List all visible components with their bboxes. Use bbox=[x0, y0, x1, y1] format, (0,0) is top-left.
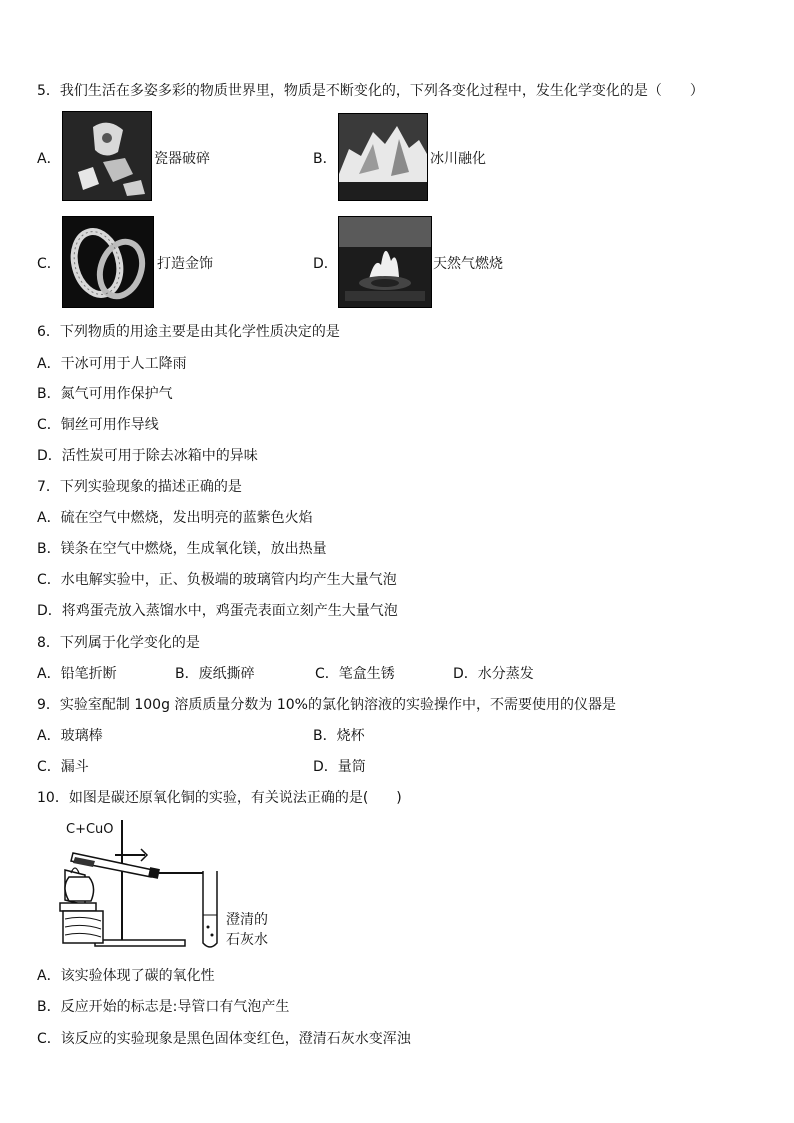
q5-option-c-caption: 打造金饰 bbox=[157, 256, 213, 272]
q10-option-b: B．反应开始的标志是:导管口有气泡产生 bbox=[37, 999, 290, 1015]
q6-option-a: A．干冰可用于人工降雨 bbox=[37, 356, 187, 372]
q7-stem: 7．下列实验现象的描述正确的是 bbox=[37, 479, 242, 495]
q9-option-c: C．漏斗 bbox=[37, 759, 89, 775]
q8-option-c: C．笔盒生锈 bbox=[315, 666, 395, 682]
q5-option-a-letter: A． bbox=[37, 151, 61, 167]
q8-option-a: A．铅笔折断 bbox=[37, 666, 117, 682]
q6-option-c: C．铜丝可用作导线 bbox=[37, 417, 159, 433]
q5-stem: 5．我们生活在多姿多彩的物质世界里，物质是不断变化的，下列各变化过程中，发生化学变化的是（ ） bbox=[37, 83, 704, 99]
limewater-label-line2: 石灰水 bbox=[226, 932, 268, 948]
q6-option-d: D．活性炭可用于除去冰箱中的异味 bbox=[37, 448, 258, 464]
q5-option-c-letter: C． bbox=[37, 256, 61, 272]
q8-stem: 8．下列属于化学变化的是 bbox=[37, 635, 200, 651]
q7-option-a: A．硫在空气中燃烧，发出明亮的蓝紫色火焰 bbox=[37, 510, 313, 526]
q9-option-d: D．量筒 bbox=[313, 759, 366, 775]
q5-option-d-caption: 天然气燃烧 bbox=[433, 256, 503, 272]
q9-stem: 9．实验室配制 100g 溶质质量分数为 10%的氯化钠溶液的实验操作中，不需要使用的仪器是 bbox=[37, 697, 616, 713]
q10-option-c: C．该反应的实验现象是黑色固体变红色，澄清石灰水变浑浊 bbox=[37, 1031, 411, 1047]
gold-rings-image bbox=[62, 216, 154, 308]
q6-option-b: B．氮气可用作保护气 bbox=[37, 386, 173, 402]
q9-option-b: B．烧杯 bbox=[313, 728, 365, 744]
reactant-label: C+CuO bbox=[66, 822, 114, 837]
gas-stove-flame-image bbox=[338, 216, 432, 308]
q5-option-b-caption: 冰川融化 bbox=[430, 151, 486, 167]
q5-option-a-caption: 瓷器破碎 bbox=[154, 151, 210, 167]
glacier-melting-image bbox=[338, 113, 428, 201]
q8-option-d: D．水分蒸发 bbox=[453, 666, 534, 682]
q7-option-c: C．水电解实验中，正、负极端的玻璃管内均产生大量气泡 bbox=[37, 572, 397, 588]
q10-stem: 10．如图是碳还原氧化铜的实验，有关说法正确的是( ) bbox=[37, 790, 402, 806]
q7-option-d: D．将鸡蛋壳放入蒸馏水中，鸡蛋壳表面立刻产生大量气泡 bbox=[37, 603, 398, 619]
q5-option-b-letter: B． bbox=[313, 151, 337, 167]
limewater-label-line1: 澄清的 bbox=[226, 912, 268, 928]
q5-option-d-letter: D． bbox=[313, 256, 338, 272]
q6-stem: 6．下列物质的用途主要是由其化学性质决定的是 bbox=[37, 324, 340, 340]
porcelain-breaking-image bbox=[62, 111, 152, 201]
q8-option-b: B．废纸撕碎 bbox=[175, 666, 255, 682]
q9-option-a: A．玻璃棒 bbox=[37, 728, 103, 744]
q10-option-a: A．该实验体现了碳的氧化性 bbox=[37, 968, 215, 984]
q7-option-b: B．镁条在空气中燃烧，生成氧化镁，放出热量 bbox=[37, 541, 327, 557]
